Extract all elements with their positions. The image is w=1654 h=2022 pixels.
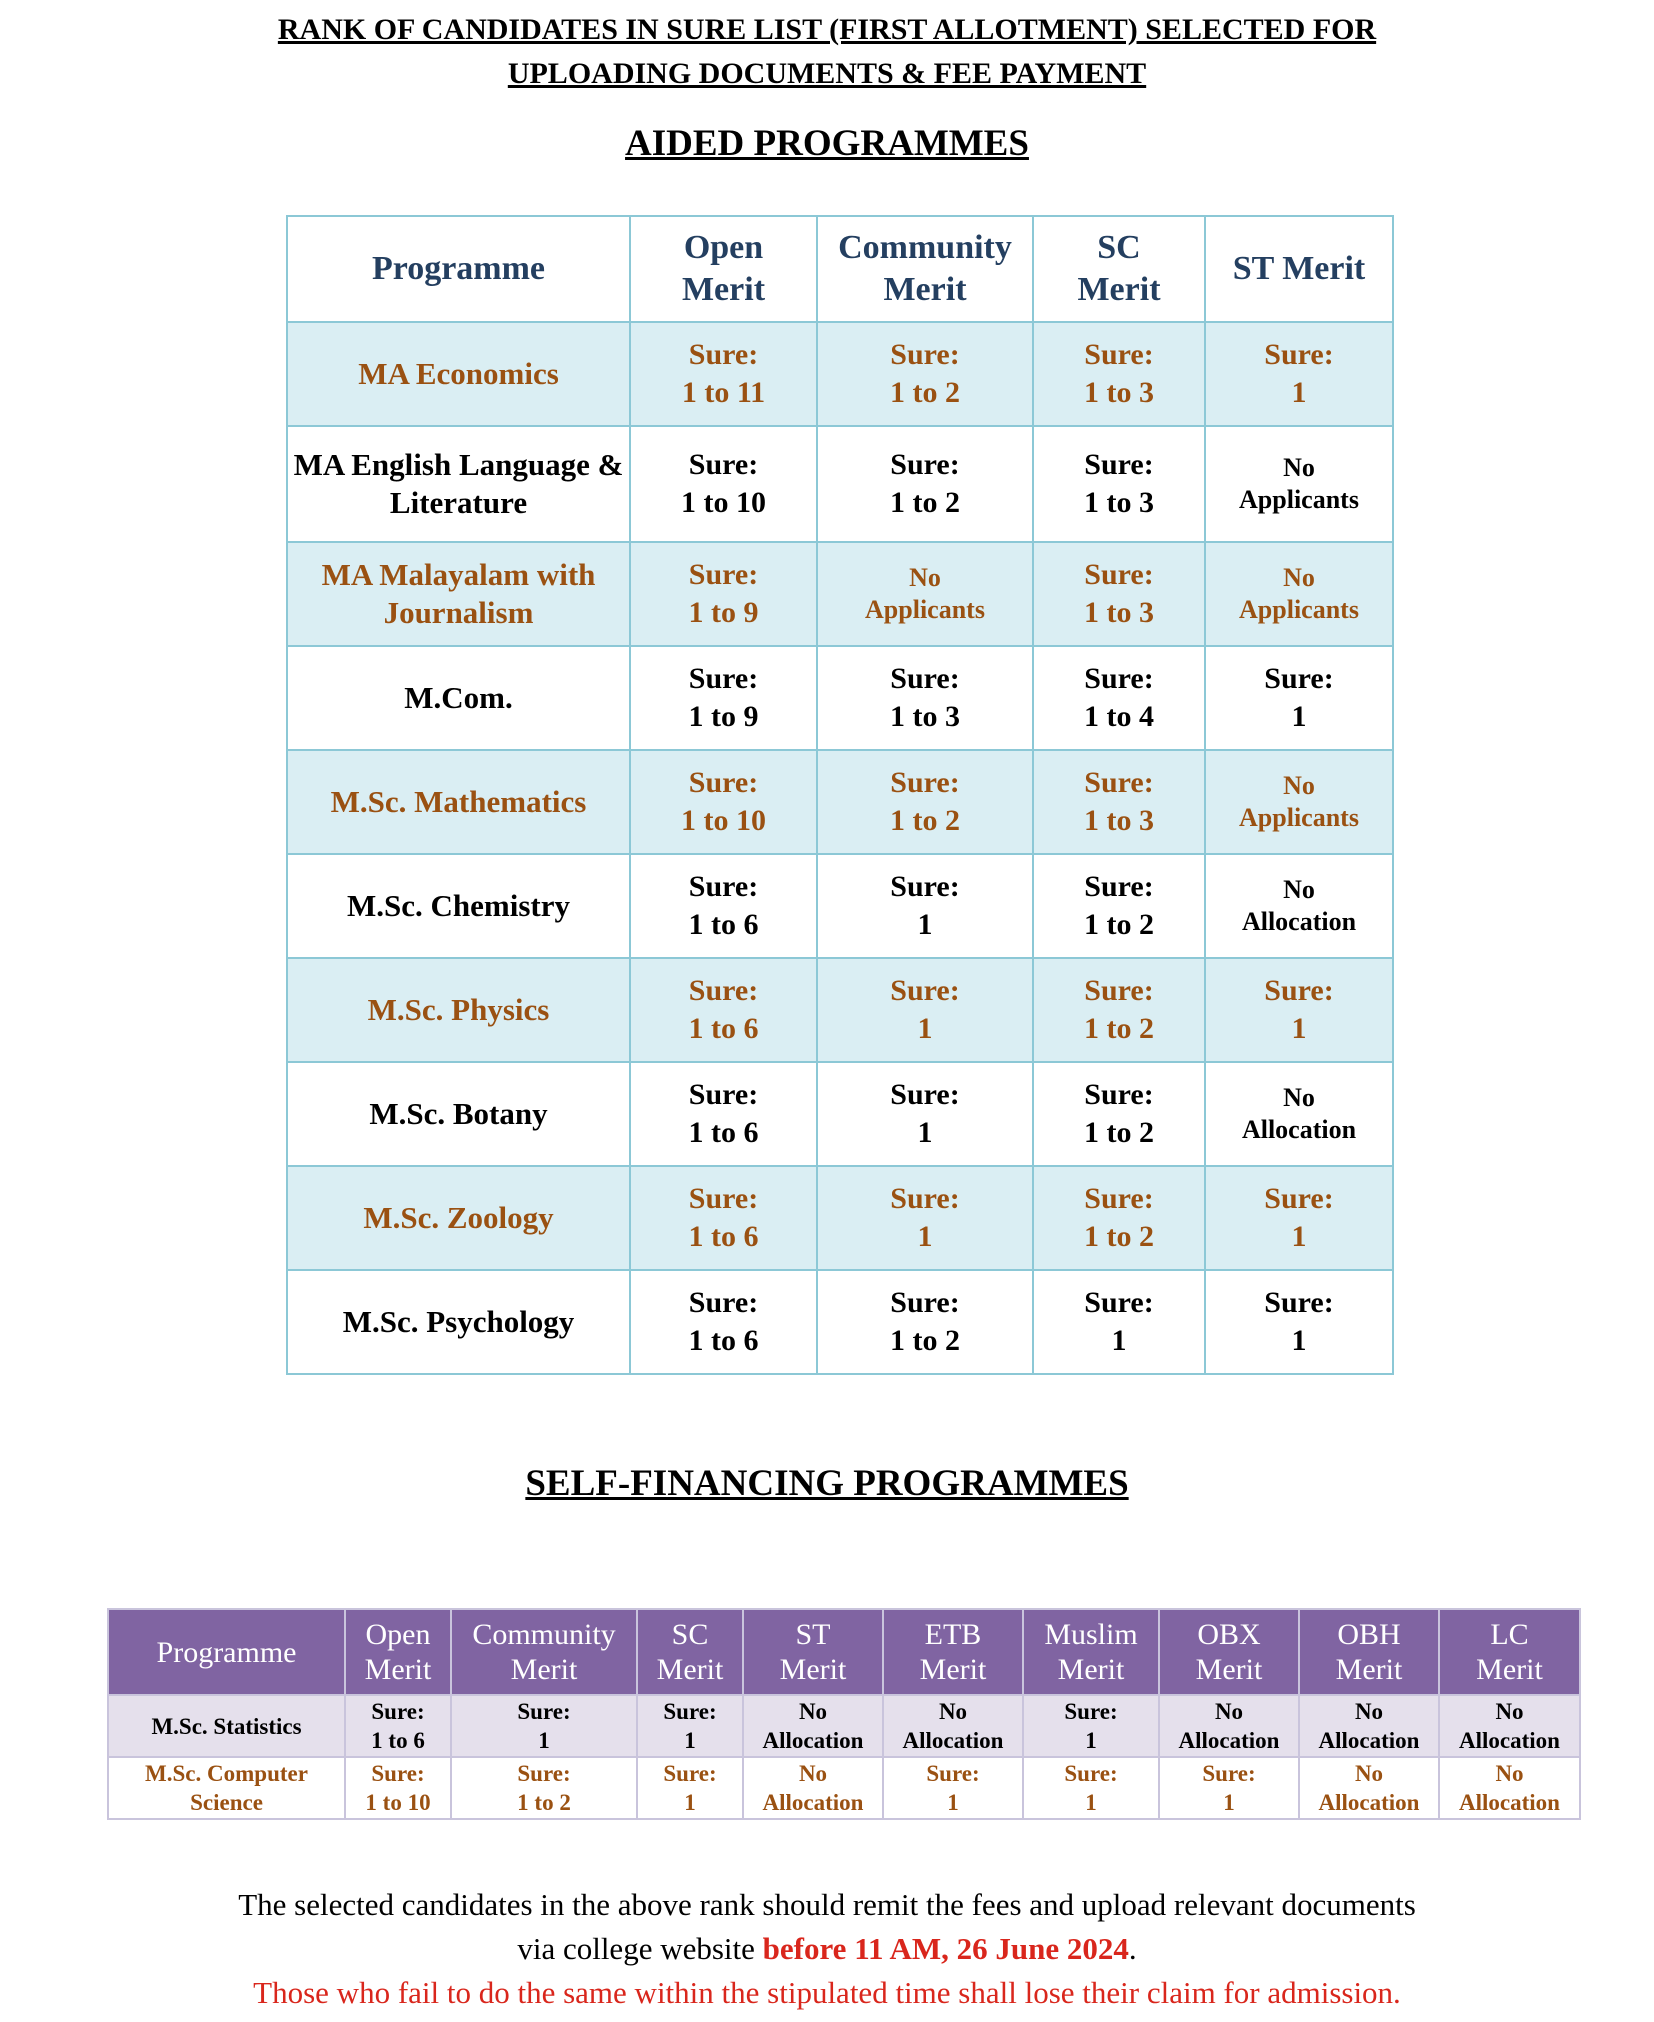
table-row — [287, 646, 1393, 750]
aided-header-row — [287, 216, 1393, 322]
rank-cell: Sure: 1 to 2 — [817, 1270, 1033, 1374]
rank-cell: Sure: 1 — [1205, 1166, 1393, 1270]
rank-cell: No Allocation — [743, 1757, 883, 1819]
programme-name-cell: M.Sc. Statistics — [108, 1695, 345, 1757]
column-header: Community Merit — [451, 1609, 637, 1695]
rank-cell: Sure: 1 to 2 — [1033, 1166, 1205, 1270]
self-financing-heading: SELF-FINANCING PROGRAMMES — [525, 1463, 1129, 1504]
rank-cell: No Allocation — [1299, 1757, 1439, 1819]
rank-cell: No Allocation — [1159, 1695, 1299, 1757]
programme-name-cell: M.Sc. Computer Science — [108, 1757, 345, 1819]
rank-cell: Sure: 1 — [1023, 1757, 1159, 1819]
rank-cell: Sure: 1 — [1033, 1270, 1205, 1374]
rank-cell: Sure: 1 — [883, 1757, 1023, 1819]
rank-cell: Sure: 1 to 9 — [630, 646, 817, 750]
table-row — [287, 958, 1393, 1062]
rank-cell: Sure: 1 to 6 — [630, 1062, 817, 1166]
self-financing-table — [107, 1608, 1581, 1820]
footer-instruction: The selected candidates in the above rank should remit the fees and upload relevant documents — [238, 1887, 1416, 1922]
column-header: LC Merit — [1439, 1609, 1580, 1695]
column-header: Open Merit — [630, 216, 817, 322]
document-title — [0, 8, 1654, 96]
rank-cell: Sure: 1 — [817, 958, 1033, 1062]
column-header: SC Merit — [1033, 216, 1205, 322]
rank-cell: No Allocation — [1439, 1757, 1580, 1819]
rank-cell: Sure: 1 — [451, 1695, 637, 1757]
rank-cell: No Allocation — [883, 1695, 1023, 1757]
rank-cell: Sure: 1 to 2 — [817, 750, 1033, 854]
table-row — [287, 1062, 1393, 1166]
rank-cell: No Applicants — [1205, 750, 1393, 854]
programme-name-cell: M.Sc. Physics — [287, 958, 630, 1062]
rank-cell: Sure: 1 to 2 — [817, 426, 1033, 542]
aided-programmes-table — [286, 215, 1394, 1375]
table-row — [287, 542, 1393, 646]
programme-name-cell: M.Sc. Botany — [287, 1062, 630, 1166]
column-header: Programme — [108, 1609, 345, 1695]
rank-cell: Sure: 1 to 2 — [817, 322, 1033, 426]
rank-cell: Sure: 1 — [1159, 1757, 1299, 1819]
rank-cell: Sure: 1 to 6 — [630, 958, 817, 1062]
rank-cell: Sure: 1 — [817, 1062, 1033, 1166]
programme-name-cell: M.Sc. Chemistry — [287, 854, 630, 958]
programme-name-cell: MA Malayalam with Journalism — [287, 542, 630, 646]
rank-cell: Sure: 1 to 9 — [630, 542, 817, 646]
rank-cell: Sure: 1 to 3 — [817, 646, 1033, 750]
rank-cell: Sure: 1 to 10 — [630, 750, 817, 854]
rank-cell: Sure: 1 — [1205, 1270, 1393, 1374]
rank-cell: Sure: 1 to 6 — [630, 1166, 817, 1270]
rank-cell: No Applicants — [1205, 426, 1393, 542]
table-row — [108, 1757, 1580, 1819]
table-row — [287, 1270, 1393, 1374]
column-header: Programme — [287, 216, 630, 322]
programme-name-cell: MA Economics — [287, 322, 630, 426]
title-line-2: UPLOADING DOCUMENTS & FEE PAYMENT — [507, 57, 1147, 90]
programme-name-cell: M.Sc. Zoology — [287, 1166, 630, 1270]
rank-cell: Sure: 1 to 10 — [345, 1757, 451, 1819]
programme-name-cell: M.Com. — [287, 646, 630, 750]
rank-cell: No Applicants — [1205, 542, 1393, 646]
rank-cell: Sure: 1 to 11 — [630, 322, 817, 426]
column-header: Community Merit — [817, 216, 1033, 322]
rank-cell: Sure: 1 to 2 — [1033, 1062, 1205, 1166]
column-header: OBX Merit — [1159, 1609, 1299, 1695]
column-header: Muslim Merit — [1023, 1609, 1159, 1695]
rank-cell: Sure: 1 — [1205, 958, 1393, 1062]
rank-cell: Sure: 1 to 2 — [1033, 958, 1205, 1062]
sf-table-body — [108, 1695, 1580, 1819]
column-header: ETB Merit — [883, 1609, 1023, 1695]
rank-cell: No Allocation — [743, 1695, 883, 1757]
rank-cell: Sure: 1 — [637, 1695, 743, 1757]
programme-name-cell: M.Sc. Mathematics — [287, 750, 630, 854]
title-line-1: RANK OF CANDIDATES IN SURE LIST (FIRST ALLOTMENT) SELECTED FOR — [277, 13, 1377, 46]
footer-deadline: before 11 AM, 26 June 2024 — [762, 1931, 1129, 1966]
column-header: ST Merit — [743, 1609, 883, 1695]
rank-cell: No Applicants — [817, 542, 1033, 646]
rank-cell: No Allocation — [1205, 1062, 1393, 1166]
rank-cell: Sure: 1 — [817, 1166, 1033, 1270]
rank-cell: Sure: 1 to 3 — [1033, 542, 1205, 646]
rank-cell: Sure: 1 to 10 — [630, 426, 817, 542]
sf-header-row — [108, 1609, 1580, 1695]
rank-cell: Sure: 1 to 3 — [1033, 750, 1205, 854]
rank-cell: No Allocation — [1205, 854, 1393, 958]
rank-cell: No Allocation — [1299, 1695, 1439, 1757]
column-header: ST Merit — [1205, 216, 1393, 322]
column-header: Open Merit — [345, 1609, 451, 1695]
rank-cell: Sure: 1 to 6 — [630, 854, 817, 958]
rank-cell: Sure: 1 — [637, 1757, 743, 1819]
footer-deadline-prefix: via college website — [517, 1931, 763, 1966]
rank-cell: Sure: 1 to 6 — [630, 1270, 817, 1374]
rank-cell: Sure: 1 to 6 — [345, 1695, 451, 1757]
footer-deadline-line — [0, 1927, 1654, 1971]
rank-cell: Sure: 1 — [1205, 646, 1393, 750]
rank-cell: Sure: 1 to 2 — [1033, 854, 1205, 958]
column-header: OBH Merit — [1299, 1609, 1439, 1695]
rank-cell: No Allocation — [1439, 1695, 1580, 1757]
footer-deadline-suffix: . — [1128, 1931, 1137, 1966]
rank-cell: Sure: 1 to 3 — [1033, 426, 1205, 542]
table-row — [287, 426, 1393, 542]
table-row — [287, 322, 1393, 426]
aided-programmes-heading: AIDED PROGRAMMES — [625, 123, 1029, 164]
rank-cell: Sure: 1 to 2 — [451, 1757, 637, 1819]
table-row — [108, 1695, 1580, 1757]
table-row — [287, 854, 1393, 958]
table-row — [287, 750, 1393, 854]
programme-name-cell: MA English Language & Literature — [287, 426, 630, 542]
rank-cell: Sure: 1 — [1205, 322, 1393, 426]
column-header: SC Merit — [637, 1609, 743, 1695]
table-row — [287, 1166, 1393, 1270]
rank-cell: Sure: 1 — [817, 854, 1033, 958]
footer-warning: Those who fail to do the same within the stipulated time shall lose their claim for admission. — [253, 1975, 1401, 2010]
rank-cell: Sure: 1 — [1023, 1695, 1159, 1757]
programme-name-cell: M.Sc. Psychology — [287, 1270, 630, 1374]
rank-cell: Sure: 1 to 3 — [1033, 322, 1205, 426]
aided-table-body — [287, 322, 1393, 1374]
rank-cell: Sure: 1 to 4 — [1033, 646, 1205, 750]
